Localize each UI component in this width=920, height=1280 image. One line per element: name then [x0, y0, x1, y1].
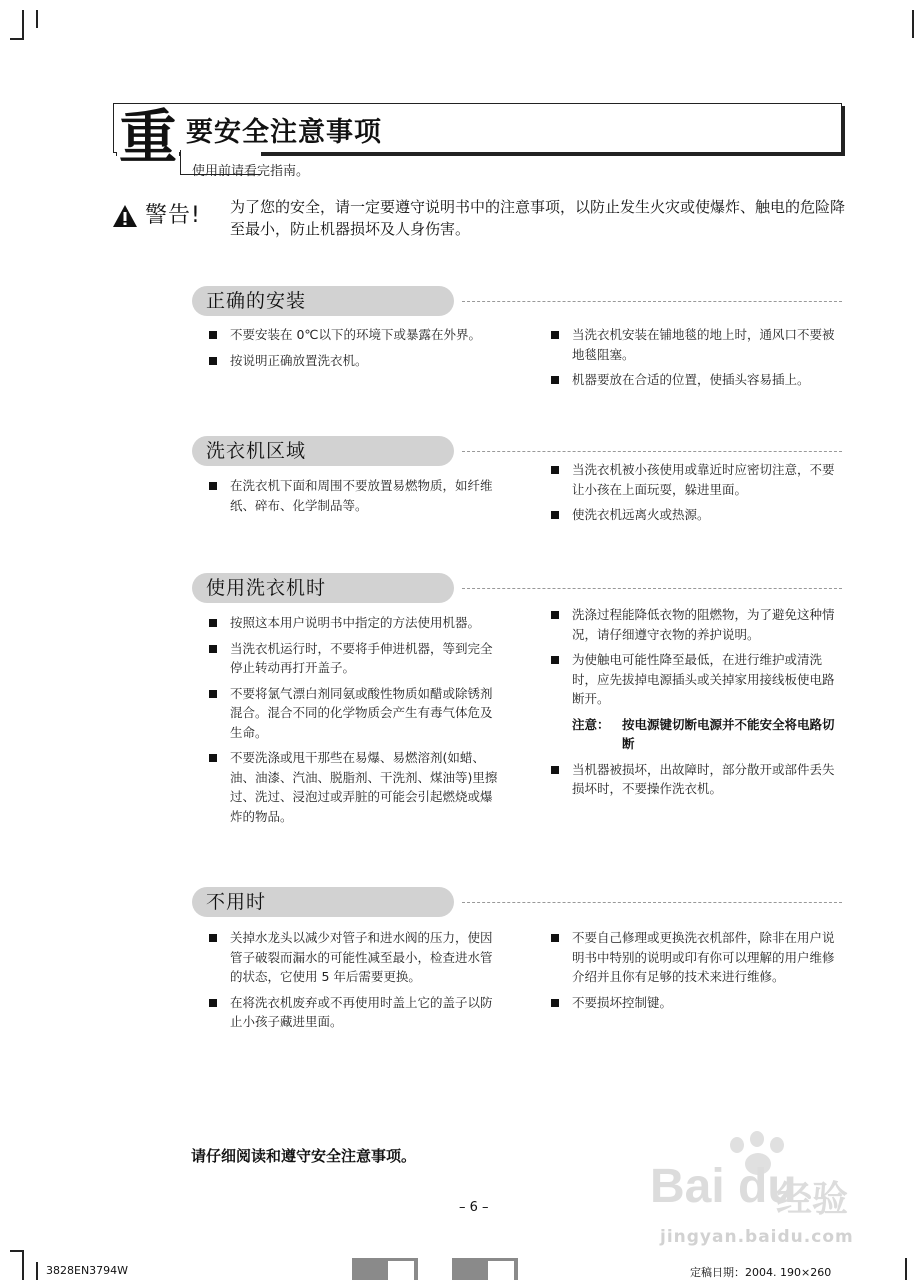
bullet-icon — [551, 611, 559, 619]
section-title-area: 洗衣机区域 — [192, 436, 454, 466]
bullet-icon — [551, 466, 559, 474]
list-item — [204, 351, 504, 371]
section-installation-left — [204, 325, 504, 376]
item-text: 机器要放在合适的位置，使插头容易插上。 — [572, 372, 810, 387]
item-text: 不要安装在 0℃以下的环境下或暴露在外界。 — [230, 327, 481, 342]
bullet-icon — [209, 331, 217, 339]
bullet-icon — [209, 357, 217, 365]
section-divider — [462, 902, 842, 903]
list-item — [204, 639, 504, 678]
list-item — [546, 460, 846, 499]
item-text: 不要自己修理或更换洗衣机部件，除非在用户说明书中特别的说明或印有你可以理解的用户维修介绍并且你有足够的技术来进行维修。 — [572, 930, 835, 984]
page-number: – 6 – — [459, 1200, 489, 1215]
section-usage-right — [546, 605, 846, 805]
bullet-icon — [209, 645, 217, 653]
item-text: 按说明正确放置洗衣机。 — [230, 352, 368, 368]
bullet-icon — [551, 331, 559, 339]
crop-mark — [22, 10, 24, 38]
crop-mark — [912, 10, 914, 38]
bullet-icon — [209, 482, 217, 490]
watermark-logo: Bai du — [650, 1160, 797, 1213]
caution-label: 注意： — [572, 716, 610, 732]
caution-text: 按电源键切断电源并不能安全将电路切断 — [622, 716, 835, 751]
list-item — [546, 370, 846, 390]
bullet-icon — [551, 934, 559, 942]
section-divider — [462, 451, 842, 452]
registration-block — [452, 1258, 518, 1280]
list-item — [546, 505, 846, 525]
list-item — [546, 928, 846, 987]
item-text: 使洗衣机远离火或热源。 — [572, 507, 710, 522]
watermark-url: jingyan.baidu.com — [660, 1227, 854, 1247]
list-item — [546, 650, 846, 709]
section-idle-right — [546, 928, 846, 1018]
crop-mark — [22, 1250, 24, 1280]
item-text: 不要将氯气漂白剂同氨或酸性物质如醋或除锈剂混合。混合不同的化学物质会产生有毒气体危及生命。 — [230, 685, 493, 740]
list-item — [204, 325, 504, 345]
warning-label: 警告! — [145, 203, 201, 228]
section-divider — [462, 301, 842, 302]
list-item — [546, 605, 846, 644]
bullet-icon — [551, 511, 559, 519]
list-item — [204, 748, 504, 826]
item-text: 当洗衣机被小孩使用或靠近时应密切注意，不要让小孩在上面玩耍，躲进里面。 — [572, 462, 835, 497]
bullet-icon — [209, 619, 217, 627]
section-divider — [462, 588, 842, 589]
section-usage-left — [204, 613, 504, 832]
crop-mark — [10, 38, 24, 40]
document-date: 定稿日期：2004. 190×260 — [690, 1266, 832, 1279]
bullet-icon — [551, 656, 559, 664]
list-item — [546, 760, 846, 799]
section-title-installation: 正确的安装 — [192, 286, 454, 316]
list-item — [546, 993, 846, 1013]
warning-icon — [112, 204, 138, 228]
section-title-idle: 不用时 — [192, 887, 454, 917]
bullet-icon — [209, 999, 217, 1007]
watermark-label: 经验 — [776, 1179, 849, 1220]
section-area-right — [546, 460, 846, 531]
caution-note — [546, 715, 846, 754]
item-text: 当洗衣机运行时，不要将手伸进机器，等到完全停止转动再打开盖子。 — [230, 640, 493, 675]
item-text: 洗涤过程能降低衣物的阻燃物，为了避免这种情况，请仔细遵守衣物的养护说明。 — [572, 607, 835, 642]
footer-note: 请仔细阅读和遵守安全注意事项。 — [191, 1147, 417, 1165]
section-idle-left — [204, 928, 504, 1038]
bullet-icon — [209, 934, 217, 942]
registration-block — [352, 1258, 418, 1280]
item-text: 不要洗涤或甩干那些在易爆、易燃溶剂(如蜡、油、油漆、汽油、脱脂剂、干洗剂、煤油等)里擦过、洗过、浸泡过或弄脏的可能会引起燃烧或爆炸的物品。 — [230, 750, 498, 824]
bullet-icon — [551, 766, 559, 774]
crop-mark — [905, 1258, 907, 1280]
baidu-watermark — [600, 1135, 900, 1255]
bullet-icon — [551, 376, 559, 384]
item-text: 按照这本用户说明书中指定的方法使用机器。 — [230, 615, 481, 630]
bullet-icon — [209, 754, 217, 762]
list-item — [204, 993, 504, 1032]
list-item — [204, 476, 504, 515]
title-initial: 重 — [118, 103, 177, 171]
section-title-usage: 使用洗衣机时 — [192, 573, 454, 603]
section-area-left — [204, 476, 504, 521]
item-text: 不要损坏控制键。 — [572, 994, 673, 1010]
list-item — [204, 613, 504, 633]
list-item — [204, 928, 504, 987]
item-text: 在洗衣机下面和周围不要放置易燃物质，如纤维纸、碎布、化学制品等。 — [230, 478, 493, 513]
crop-mark — [36, 10, 38, 28]
page-title: 要安全注意事项 — [186, 117, 382, 148]
item-text: 当机器被损坏，出故障时，部分散开或部件丢失损坏时，不要操作洗衣机。 — [572, 761, 835, 796]
list-item — [204, 684, 504, 743]
item-text: 为使触电可能性降至最低，在进行维护或清洗时，应先拔掉电源插头或关掉家用接线板使电路断开。 — [572, 652, 835, 706]
item-text: 在将洗衣机废弃或不再使用时盖上它的盖子以防止小孩子藏进里面。 — [230, 994, 493, 1029]
crop-mark — [36, 1262, 38, 1280]
item-text: 当洗衣机安装在铺地毯的地上时，通风口不要被地毯阻塞。 — [572, 327, 835, 362]
document-code: 3828EN3794W — [46, 1264, 129, 1277]
page-subtitle: 使用前请看完指南。 — [192, 164, 310, 179]
section-installation-right — [546, 325, 846, 396]
list-item — [546, 325, 846, 364]
bullet-icon — [551, 999, 559, 1007]
bullet-icon — [209, 690, 217, 698]
warning-text: 为了您的安全，请一定要遵守说明书中的注意事项，以防止发生火灾或使爆炸、触电的危险降至最小，防止机器损坏及人身伤害。 — [230, 198, 846, 238]
item-text: 关掉水龙头以减少对管子和进水阀的压力，使因管子破裂而漏水的可能性减至最小，检查进水管的状态，它使用 5 年后需要更换。 — [230, 930, 493, 984]
